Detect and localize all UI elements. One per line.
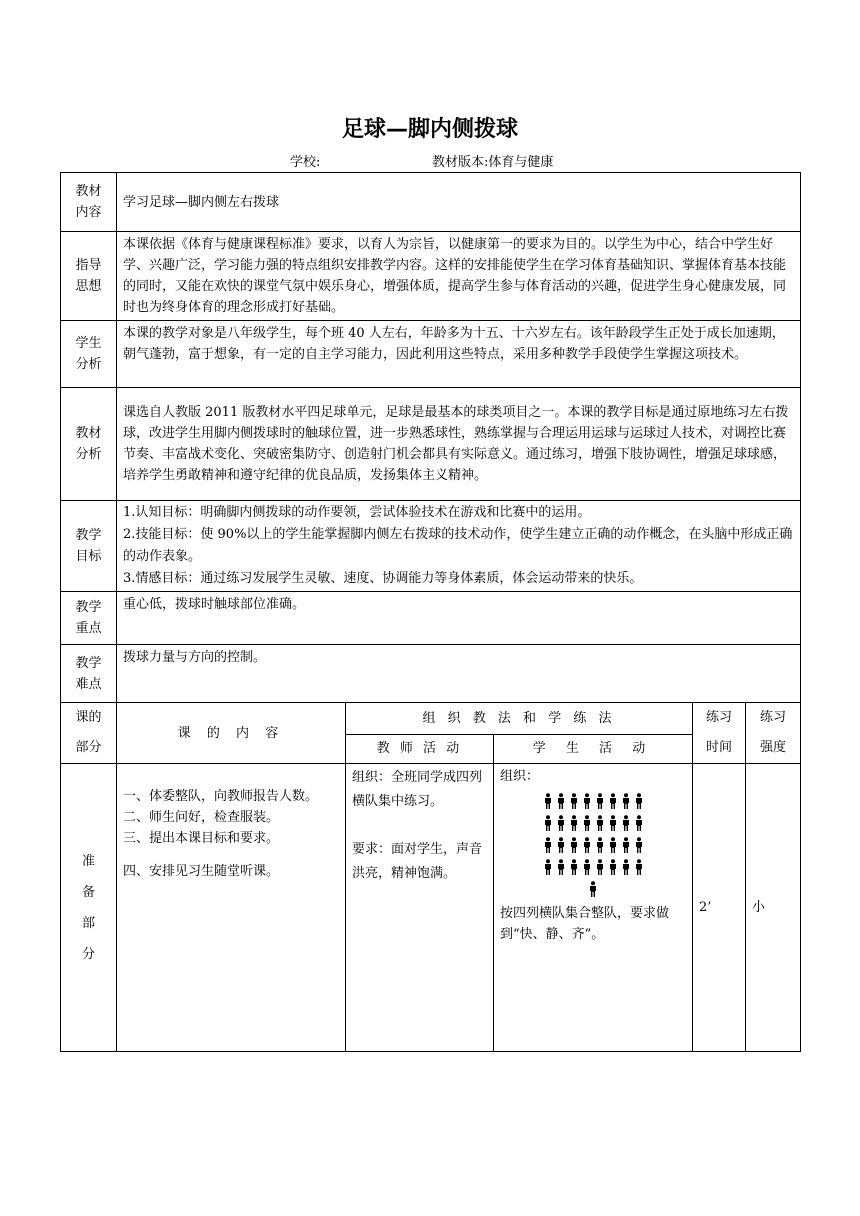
goal-skill: 2.技能目标：使 90%以上的学生能掌握脚内侧左右拨球的技术动作，使学生建立正确的动作概念，在头脑中形成正确的动作表象。: [123, 527, 793, 564]
formation-row: [500, 837, 686, 859]
formation-row: [500, 793, 686, 815]
person-icon: [569, 859, 579, 875]
person-icon: [595, 837, 605, 853]
person-icon: [556, 837, 566, 853]
person-icon: [588, 881, 598, 897]
person-icon: [634, 859, 644, 875]
edition-label: 教材版本:体育与健康: [432, 155, 554, 170]
row-key-points: [61, 592, 801, 645]
teacher-organization: 组织：全班同学成四列横队集中练习。: [352, 770, 483, 809]
material-content-text: 学习足球—脚内侧左右拨球: [117, 173, 801, 232]
row-teaching-goals: [61, 501, 801, 592]
label-student-analysis: 学生 分析: [61, 321, 117, 388]
practice-intensity-value: 小: [746, 764, 801, 1052]
guiding-thought-text: 本课依据《体育与健康课程标准》要求，以育人为宗旨，以健康第一的要求为目的。以学生为中心，结合中学生好学、兴趣广泛，学习能力强的特点组织安排教学内容。这样的安排能使学生在学习体育基础知识、掌握体育基本技能的同时，又能在欢快的课堂气氛中娱乐身心，增强体质，提高学生参与体育活动的兴趣，促进学生身心健康发展，同时也为终身体育的理念形成打好基础。: [117, 232, 801, 321]
person-icon: [608, 837, 618, 853]
prep-item-4: 四、安排见习生随堂听课。: [123, 864, 280, 879]
row-difficulties: [61, 645, 801, 703]
person-icon: [582, 815, 592, 831]
row-preparation: [61, 764, 801, 1052]
student-organization-label: 组织：: [500, 769, 540, 784]
prep-item-3: 三、提出本课目标和要求。: [123, 831, 280, 846]
label-material-content: 教材 内容: [61, 173, 117, 232]
row-guiding-thought: [61, 232, 801, 321]
student-activity-cell: [494, 764, 693, 1052]
header-part: 课的 部分: [61, 703, 117, 764]
label-difficulties: 教学 难点: [61, 645, 117, 703]
student-requirement: 按四列横队集合整队，要求做到“快、静、齐”。: [500, 906, 670, 942]
practice-time-value: 2’: [693, 764, 746, 1052]
lesson-plan-table: [60, 172, 801, 1052]
person-icon: [543, 815, 553, 831]
person-icon: [569, 815, 579, 831]
header-student-activity: 学 生 活 动: [494, 734, 693, 763]
school-label: 学校:: [290, 155, 321, 170]
person-icon: [543, 793, 553, 809]
person-icon: [608, 815, 618, 831]
preparation-content: [117, 764, 346, 1052]
prep-item-2: 二、师生问好，检查服装。: [123, 810, 280, 825]
prep-item-1: 一、体委整队，向教师报告人数。: [123, 789, 319, 804]
person-icon: [556, 793, 566, 809]
label-teaching-goals: 教学 目标: [61, 501, 117, 592]
person-icon: [582, 859, 592, 875]
label-key-points: 教学 重点: [61, 592, 117, 645]
person-icon: [582, 793, 592, 809]
person-icon: [608, 793, 618, 809]
document-title: 足球—脚内侧拨球: [341, 117, 518, 142]
person-icon: [569, 793, 579, 809]
person-icon: [556, 815, 566, 831]
key-points-text: 重心低，拨球时触球部位准确。: [117, 592, 801, 645]
header-teacher-activity: 教 师 活 动: [346, 734, 494, 763]
person-icon: [621, 815, 631, 831]
formation-row: [500, 815, 686, 837]
header-organization: 组 织 教 法 和 学 练 法: [346, 703, 693, 735]
header-content: 课 的 内 容: [117, 703, 346, 764]
label-guiding-thought: 指导 思想: [61, 232, 117, 321]
person-icon: [543, 837, 553, 853]
person-icon: [595, 815, 605, 831]
header-practice-intensity: 练习 强度: [746, 703, 801, 764]
person-icon: [621, 859, 631, 875]
person-icon: [556, 859, 566, 875]
row-student-analysis: [61, 321, 801, 388]
material-analysis-text: 课选自人教版 2011 版教材水平四足球单元，足球是最基本的球类项目之一。本课的教学目标是通过原地练习左右拨球，改进学生用脚内侧拨球时的触球位置，进一步熟悉球性，熟练掌握与合理运用运球与运球过人技术，对调控比赛节奏、丰富战术变化、突破密集防守、创造射门机会都具有实际意义。通过练习，增强下肢协调性，增强足球球感，培养学生勇敢精神和遵守纪律的优良品质，发扬集体主义精神。: [117, 388, 801, 501]
person-icon: [582, 837, 592, 853]
student-analysis-text: 本课的教学对象是八年级学生，每个班 40 人左右，年龄多为十五、十六岁左右。该年龄段学生正处于成长加速期，朝气蓬勃，富于想象，有一定的自主学习能力，因此利用这些特点，采用多种教学手段使学生掌握这项技术。: [117, 321, 801, 388]
goal-emotion: 3.情感目标：通过练习发展学生灵敏、速度、协调能力等身体素质，体会运动带来的快乐。: [123, 571, 643, 586]
person-icon: [621, 837, 631, 853]
plan-header-row: [61, 703, 801, 735]
label-material-analysis: 教材 分析: [61, 388, 117, 501]
person-icon: [634, 837, 644, 853]
person-icon: [634, 793, 644, 809]
formation-row: [500, 859, 686, 881]
teacher-requirement: 要求：面对学生，声音洪亮，精神饱满。: [352, 842, 483, 881]
formation-leader: [500, 881, 686, 901]
teaching-goals-list: [117, 501, 801, 592]
person-icon: [634, 815, 644, 831]
difficulties-text: 拨球力量与方向的控制。: [117, 645, 801, 703]
person-icon: [543, 859, 553, 875]
person-icon: [595, 793, 605, 809]
teacher-activity-cell: [346, 764, 494, 1052]
person-icon: [608, 859, 618, 875]
person-icon: [621, 793, 631, 809]
row-material-content: [61, 173, 801, 232]
row-material-analysis: [61, 388, 801, 501]
person-icon: [569, 837, 579, 853]
header-practice-time: 练习 时间: [693, 703, 746, 764]
person-icon: [595, 859, 605, 875]
part-preparation: 准 备 部 分: [61, 764, 117, 1052]
goal-cognitive: 1.认知目标：明确脚内侧拨球的动作要领，尝试体验技术在游戏和比赛中的运用。: [123, 505, 591, 520]
formation-diagram: [500, 787, 686, 903]
